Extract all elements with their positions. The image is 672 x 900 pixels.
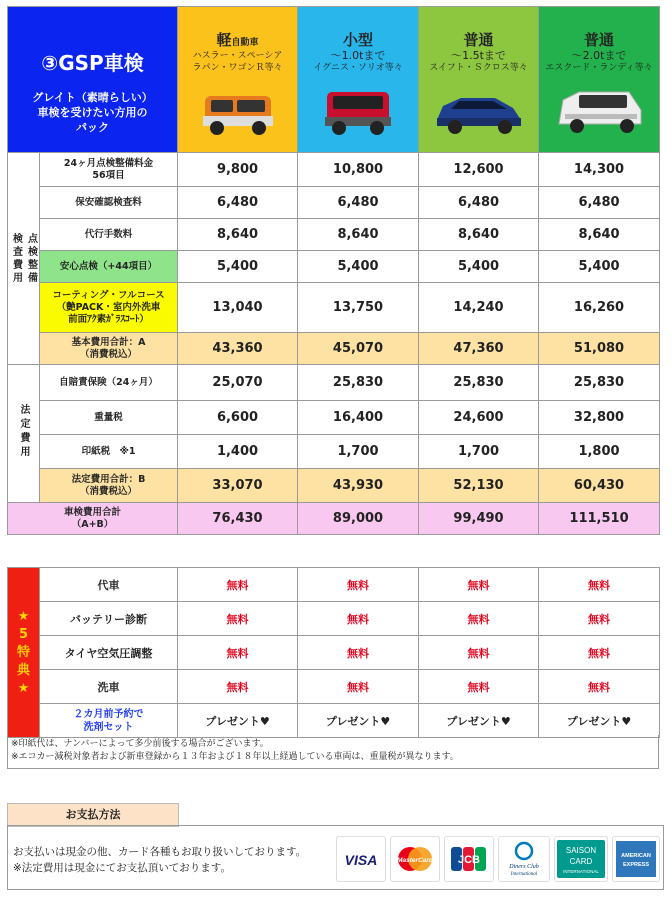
mastercard-logo (390, 836, 440, 882)
column-title: 普通 (463, 31, 494, 49)
column-header-large (539, 7, 660, 153)
row-label-safety-check: 保安確認検査料 (40, 187, 178, 219)
amex-logo (612, 836, 660, 882)
free-cell: 無料 (298, 636, 419, 670)
free-cell: 無料 (298, 602, 419, 636)
price-cell: 16,400 (298, 401, 419, 435)
plan-title (8, 7, 178, 153)
svg-text:Diners Club: Diners Club (509, 864, 539, 870)
row-label-insurance: 自賠責保険（24ヶ月） (40, 365, 178, 401)
free-cell: 無料 (539, 568, 660, 602)
row-label-subtotal-b: 法定費用合計：B （消費税込） (40, 469, 178, 503)
price-cell: 5,400 (298, 251, 419, 283)
payment-text: お支払いは現金の他、カード各種もお取り扱いしております。 ※法定費用は現金にてお支払頂いております。 (13, 846, 307, 874)
row-label-subtotal-a: 基本費用合計：A （消費税込） (40, 333, 178, 365)
price-cell: 8,640 (419, 219, 539, 251)
price-cell: 6,480 (419, 187, 539, 219)
price-cell: 6,480 (539, 187, 660, 219)
car-image-small (313, 84, 403, 136)
price-cell: 25,070 (178, 365, 298, 401)
column-title: 軽 (216, 31, 232, 49)
saison-card-logo (554, 836, 608, 882)
free-cell: 無料 (419, 670, 539, 704)
price-cell: 16,260 (539, 283, 660, 333)
price-cell: 1,800 (539, 435, 660, 469)
free-cell: 無料 (178, 568, 298, 602)
price-cell: 13,750 (298, 283, 419, 333)
category-legal: 法定費用 (8, 365, 40, 503)
free-cell: 無料 (178, 602, 298, 636)
present-cell: プレゼント♥ (178, 704, 298, 738)
five-bonuses-badge: ★ 5 特 典 ★ (8, 568, 40, 738)
category-inspection: 検査費用 点検整備 (8, 153, 40, 365)
price-cell: 24,600 (419, 401, 539, 435)
column-weight: ～1.5tまで (451, 49, 506, 62)
footnote: ※エコカー減税対象者および新車登録から１３年および１８年以上経過している車両は、重量税が異なります。 (11, 752, 459, 762)
column-models: エスクード・ランディ等々 (545, 63, 653, 73)
svg-text:CARD: CARD (569, 857, 593, 866)
svg-text:INTERNATIONAL: INTERNATIONAL (563, 869, 599, 874)
price-cell: 10,800 (298, 153, 419, 187)
free-cell: 無料 (298, 568, 419, 602)
price-cell: 8,640 (178, 219, 298, 251)
price-cell: 12,600 (419, 153, 539, 187)
total-cell: 76,430 (178, 503, 298, 535)
payment-box (7, 825, 664, 890)
svg-text:EXPRESS: EXPRESS (623, 862, 649, 868)
column-weight: ～2.0tまで (571, 49, 627, 62)
row-label-weight-tax: 重量税 (40, 401, 178, 435)
plan-name: ③GSP車検 (41, 50, 144, 75)
price-cell: 14,300 (539, 153, 660, 187)
column-header-medium (419, 7, 539, 153)
price-table (7, 6, 660, 535)
price-cell: 6,480 (298, 187, 419, 219)
row-label-24m-inspection: 24ヶ月点検整備料金 56項目 (40, 153, 178, 187)
row-label-coating: コーティング・フルコース （艶PACK・室内外洗車 前面ｱｸ素ｶﾞﾗｽｺｰﾄ） (40, 283, 178, 333)
free-cell: 無料 (178, 636, 298, 670)
column-title: 普通 (584, 31, 615, 49)
row-label-agency-fee: 代行手数料 (40, 219, 178, 251)
free-cell: 無料 (539, 602, 660, 636)
car-image-large (549, 84, 649, 136)
price-cell: 1,700 (419, 435, 539, 469)
total-cell: 111,510 (539, 503, 660, 535)
svg-text:MasterCard: MasterCard (397, 857, 433, 864)
price-cell: 5,400 (539, 251, 660, 283)
column-header-small (298, 7, 419, 153)
svg-text:VISA: VISA (344, 852, 378, 868)
price-cell: 6,480 (178, 187, 298, 219)
visa-logo (336, 836, 386, 882)
svg-text:SAISON: SAISON (565, 846, 597, 855)
jcb-logo (444, 836, 494, 882)
total-cell: 89,000 (298, 503, 419, 535)
column-models: スイフト・Ｓクロス等々 (429, 63, 528, 73)
price-cell: 8,640 (539, 219, 660, 251)
free-cell: 無料 (178, 670, 298, 704)
subtotal-cell: 47,360 (419, 333, 539, 365)
footnote: ※印紙代は、ナンバーによって多少前後する場合がございます。 (11, 739, 269, 749)
bonus-detergent-set: ２カ月前予約で 洗剤セット (40, 704, 178, 738)
svg-text:AMERICAN: AMERICAN (621, 853, 651, 859)
bonus-car-wash: 洗車 (40, 670, 178, 704)
svg-text:International: International (510, 872, 538, 877)
subtotal-cell: 33,070 (178, 469, 298, 503)
total-cell: 99,490 (419, 503, 539, 535)
price-cell: 25,830 (539, 365, 660, 401)
column-weight: ～1.0tまで (330, 49, 386, 62)
price-cell: 6,600 (178, 401, 298, 435)
column-models: ハスラー・スペーシア (192, 51, 283, 61)
bonus-battery-check: バッテリー診断 (40, 602, 178, 636)
column-title: 小型 (343, 31, 374, 49)
free-cell: 無料 (298, 670, 419, 704)
car-image-kei (193, 84, 283, 136)
subtotal-cell: 51,080 (539, 333, 660, 365)
car-image-medium (429, 84, 529, 136)
row-label-grand-total: 車検費用合計 （A+B） (8, 503, 178, 535)
price-cell: 32,800 (539, 401, 660, 435)
price-cell: 5,400 (419, 251, 539, 283)
row-label-stamp-tax: 印紙税 ※1 (40, 435, 178, 469)
bonus-tire-pressure: タイヤ空気圧調整 (40, 636, 178, 670)
plan-description: グレイト（素晴らしい） 車検を受けたい方用の パック (32, 90, 153, 134)
present-cell: プレゼント♥ (539, 704, 660, 738)
bonus-table (7, 567, 660, 738)
free-cell: 無料 (539, 670, 660, 704)
subtotal-cell: 52,130 (419, 469, 539, 503)
price-cell: 25,830 (298, 365, 419, 401)
diners-club-logo (498, 836, 550, 882)
price-cell: 1,700 (298, 435, 419, 469)
price-cell: 8,640 (298, 219, 419, 251)
bonus-loaner-car: 代車 (40, 568, 178, 602)
svg-text:JCB: JCB (457, 854, 481, 866)
free-cell: 無料 (419, 568, 539, 602)
column-models: イグニス・ソリオ等々 (313, 63, 403, 73)
footnotes (7, 735, 659, 769)
free-cell: 無料 (539, 636, 660, 670)
subtotal-cell: 60,430 (539, 469, 660, 503)
price-cell: 9,800 (178, 153, 298, 187)
price-cell: 25,830 (419, 365, 539, 401)
column-models-2: ラパン・ワゴンＲ等々 (192, 63, 283, 73)
price-cell: 14,240 (419, 283, 539, 333)
present-cell: プレゼント♥ (298, 704, 419, 738)
free-cell: 無料 (419, 602, 539, 636)
price-cell: 13,040 (178, 283, 298, 333)
price-cell: 1,400 (178, 435, 298, 469)
present-cell: プレゼント♥ (419, 704, 539, 738)
subtotal-cell: 45,070 (298, 333, 419, 365)
column-header-kei: 軽自動車 ハスラー・スペーシア ラパン・ワゴンＲ等々 (178, 7, 298, 153)
free-cell: 無料 (419, 636, 539, 670)
row-label-peace-check: 安心点検（+44項目） (40, 251, 178, 283)
price-cell: 5,400 (178, 251, 298, 283)
payment-heading: お支払方法 (7, 803, 179, 827)
subtotal-cell: 43,930 (298, 469, 419, 503)
subtotal-cell: 43,360 (178, 333, 298, 365)
